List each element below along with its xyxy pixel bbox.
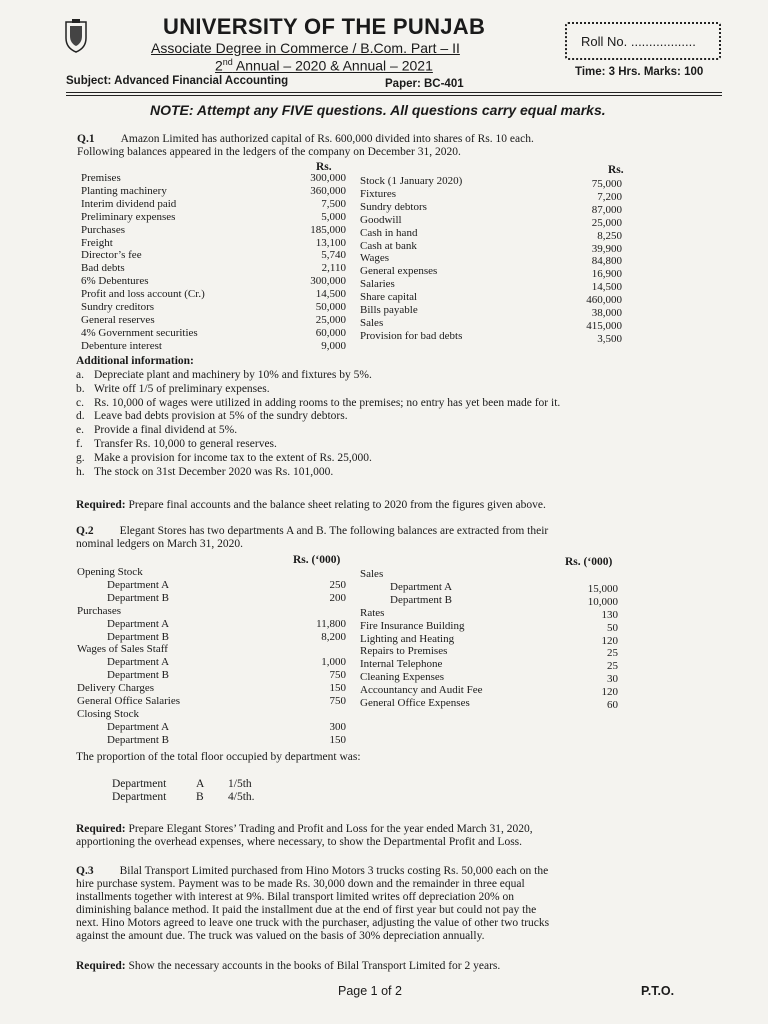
q2-proportion: The proportion of the total floor occupied by department was: bbox=[76, 751, 361, 763]
ledger-item-value: 5,000 bbox=[321, 210, 346, 223]
ledger-item-value: 7,200 bbox=[597, 190, 622, 203]
ledger-item-value: 1,000 bbox=[321, 656, 346, 669]
ledger-item-value: 8,200 bbox=[321, 630, 346, 643]
ledger-item-value: 460,000 bbox=[586, 294, 622, 307]
q1-rs-right: Rs. bbox=[608, 164, 624, 176]
pto-label: P.T.O. bbox=[641, 984, 675, 998]
ledger-item-value bbox=[300, 708, 346, 721]
ledger-item-value: 25 bbox=[607, 647, 618, 660]
q2-number: Q.2 bbox=[76, 525, 94, 537]
ledger-item-label: General expenses bbox=[360, 265, 438, 278]
ledger-item-value: 16,900 bbox=[591, 268, 622, 281]
ledger-item-value: 3,500 bbox=[597, 332, 622, 345]
ledger-item-value: 50,000 bbox=[315, 301, 346, 314]
ledger-item-value: 11,800 bbox=[316, 617, 346, 630]
ledger-item-value: 14,500 bbox=[591, 281, 622, 294]
ledger-item-value: 87,000 bbox=[591, 203, 622, 216]
ledger-item-value bbox=[300, 566, 346, 579]
ledger-item-value: 8,250 bbox=[597, 229, 622, 242]
q1-number: Q.1 bbox=[77, 133, 95, 145]
additional-info-item: b. Write off 1/5 of preliminary expenses. bbox=[76, 382, 270, 395]
ledger-item-value: 185,000 bbox=[310, 223, 346, 236]
ledger-item-label: Profit and loss account (Cr.) bbox=[81, 288, 205, 301]
ledger-item-label: Department B bbox=[107, 733, 170, 746]
ledger-item-value: 300,000 bbox=[310, 172, 346, 184]
ledger-item-label: Freight bbox=[81, 236, 113, 249]
q3-line: diminishing balance method. It paid the installment due at the end of first year but could not pay the bbox=[76, 904, 537, 916]
ledger-item-value: 750 bbox=[329, 695, 346, 708]
q2-intro: Q.2 Elegant Stores has two departments A and B. The following balances are extracted from their nominal ledgers on March 31, 2020. bbox=[76, 525, 549, 550]
ledger-item-value: 360,000 bbox=[310, 184, 346, 197]
q3-required: Required: Show the necessary accounts in the books of Bilal Transport Limited for 2 years. bbox=[76, 960, 501, 972]
ledger-item-label: Fire Insurance Building bbox=[360, 619, 465, 632]
ledger-item-label: Sales bbox=[360, 316, 384, 329]
ledger-item-label: Fixtures bbox=[360, 187, 397, 200]
ledger-item-label: Cash in hand bbox=[360, 226, 418, 239]
ledger-item-label: Cash at bank bbox=[360, 239, 417, 252]
q2-left-labels bbox=[77, 566, 180, 747]
ledger-item-label: Share capital bbox=[360, 291, 418, 304]
ledger-item-label: Rates bbox=[360, 606, 385, 619]
additional-info-item: e. Provide a final dividend at 5%. bbox=[76, 424, 238, 437]
ledger-item-label: Preliminary expenses bbox=[81, 210, 176, 223]
ledger-item-value: 200 bbox=[329, 591, 346, 604]
q3-line: Q.3 Bilal Transport Limited purchased from Hino Motors 3 trucks costing Rs. 50,000 each on the bbox=[76, 865, 549, 877]
ledger-item-label: Department A bbox=[390, 580, 453, 593]
ledger-item-value: 300 bbox=[329, 720, 346, 733]
ledger-item-label: General Office Salaries bbox=[77, 695, 181, 708]
exam-note: NOTE: Attempt any FIVE questions. All questions carry equal marks. bbox=[150, 102, 606, 118]
ledger-item-label: Planting machinery bbox=[81, 184, 167, 197]
ledger-item-label: Accountancy and Audit Fee bbox=[360, 684, 483, 697]
ledger-item-value: 60,000 bbox=[315, 326, 346, 339]
ledger-item-label: Department B bbox=[390, 593, 453, 606]
ledger-item-value: 75,000 bbox=[591, 178, 622, 190]
ledger-item-value: 39,900 bbox=[591, 242, 622, 255]
paper-code: Paper: BC-401 bbox=[385, 78, 464, 90]
ledger-item-value: 15,000 bbox=[587, 582, 618, 595]
ledger-item-label: Stock (1 January 2020) bbox=[360, 175, 463, 187]
ledger-item-value: 120 bbox=[601, 634, 618, 647]
q3-line: installments together with interest at 9%. Bilal transport limited writes off depreciation 20% on bbox=[76, 891, 514, 903]
subject: Subject: Advanced Financial Accounting bbox=[66, 75, 289, 87]
ledger-item-label: Debenture interest bbox=[81, 339, 162, 352]
department-proportion-row: Department B 4/5th. bbox=[112, 791, 255, 803]
q2-rs-left: Rs. (‘000) bbox=[293, 554, 341, 566]
ledger-item-label: Purchases bbox=[77, 604, 121, 617]
additional-info-item: c. Rs. 10,000 of wages were utilized in adding rooms to the premises; no entry has yet been made for it. bbox=[76, 396, 561, 409]
ledger-item-value: 30 bbox=[607, 673, 618, 686]
ledger-item-value bbox=[570, 570, 618, 583]
ledger-item-value: 7,500 bbox=[321, 197, 346, 210]
ledger-item-label: Purchases bbox=[81, 223, 125, 236]
roll-number-box: Roll No. .................. bbox=[565, 22, 721, 60]
ledger-item-value: 25,000 bbox=[591, 216, 622, 229]
q1-left-labels bbox=[81, 172, 205, 353]
ledger-item-value: 750 bbox=[329, 669, 346, 682]
ledger-item-value bbox=[300, 643, 346, 656]
additional-info-item: a. Depreciate plant and machinery by 10% and fixtures by 5%. bbox=[76, 369, 372, 381]
exam-session: 2nd Annual – 2020 & Annual – 2021 bbox=[215, 57, 433, 74]
time-marks: Time: 3 Hrs. Marks: 100 bbox=[575, 66, 704, 78]
divider bbox=[66, 92, 722, 93]
additional-info-item: f. Transfer Rs. 10,000 to general reserves. bbox=[76, 437, 277, 450]
q1-right-values bbox=[570, 178, 622, 346]
ledger-item-value: 60 bbox=[607, 699, 618, 712]
q2-rs-right: Rs. (‘000) bbox=[565, 556, 613, 568]
q2-department-table bbox=[112, 778, 288, 804]
additional-info-item: h. The stock on 31st December 2020 was Rs. 101,000. bbox=[76, 465, 334, 478]
ledger-item-label: Department B bbox=[107, 591, 170, 604]
ledger-item-label: General Office Expenses bbox=[360, 697, 470, 710]
ledger-item-value: 25 bbox=[607, 660, 618, 673]
ledger-item-value: 415,000 bbox=[586, 319, 622, 332]
q2-right-labels bbox=[360, 568, 483, 710]
q1-left-values bbox=[290, 172, 346, 353]
ledger-item-value: 2,110 bbox=[321, 262, 346, 275]
ledger-item-label: Internal Telephone bbox=[360, 658, 443, 671]
ledger-item-value: 13,100 bbox=[315, 236, 346, 249]
q2-right-values bbox=[570, 570, 618, 712]
divider bbox=[66, 95, 722, 96]
ledger-item-label: 6% Debentures bbox=[81, 275, 149, 288]
q3-body bbox=[76, 865, 716, 943]
department-proportion-row: Department A 1/5th bbox=[112, 778, 252, 790]
ledger-item-label: Delivery Charges bbox=[77, 682, 155, 695]
q1-rs-left: Rs. bbox=[316, 161, 332, 173]
ledger-item-label: Sales bbox=[360, 568, 384, 580]
ledger-item-label: Bills payable bbox=[360, 304, 418, 317]
university-title: UNIVERSITY OF THE PUNJAB bbox=[163, 14, 486, 39]
ledger-item-value: 5,740 bbox=[321, 249, 346, 262]
ledger-item-value: 50 bbox=[607, 621, 618, 634]
ledger-item-value: 84,800 bbox=[591, 255, 622, 268]
ledger-item-label: Salaries bbox=[360, 278, 395, 291]
ledger-item-label: General reserves bbox=[81, 313, 155, 326]
q1-additional-title: Additional information: bbox=[76, 355, 194, 367]
ledger-item-label: Department A bbox=[107, 617, 170, 630]
q2-left-values bbox=[300, 566, 346, 747]
q1-intro: Q.1 Amazon Limited has authorized capital of Rs. 600,000 divided into shares of Rs. 10 each. Following balances appeared in the ledgers of the company on December 31, 2020. bbox=[77, 133, 534, 158]
university-crest-icon bbox=[62, 18, 90, 54]
ledger-item-value: 300,000 bbox=[310, 275, 346, 288]
ledger-item-value: 250 bbox=[329, 578, 346, 591]
q2-required: Required: Prepare Elegant Stores’ Trading and Profit and Loss for the year ended March 31, 2020, apportioning the overhead expenses, where necessary, to show the Departmental Profit and Loss. bbox=[76, 823, 533, 848]
ledger-item-value: 130 bbox=[601, 608, 618, 621]
additional-info-item: d. Leave bad debts provision at 5% of the sundry debtors. bbox=[76, 410, 348, 423]
ledger-item-value: 150 bbox=[329, 682, 346, 695]
ledger-item-label: Sundry creditors bbox=[81, 301, 155, 314]
q1-right-labels bbox=[360, 175, 462, 343]
ledger-item-label: Wages bbox=[360, 252, 390, 265]
q3-line: hire purchase system. Payment was to be made Rs. 30,000 down and the remainder in three equal bbox=[76, 878, 525, 890]
ledger-item-value: 9,000 bbox=[321, 339, 346, 352]
ledger-item-label: Sundry debtors bbox=[360, 200, 427, 213]
ledger-item-label: 4% Government securities bbox=[81, 326, 198, 339]
ledger-item-label: Interim dividend paid bbox=[81, 197, 177, 210]
q3-line: next. Hino Motors agreed to leave one truck with the purchaser, adjusting the value of other two trucks bbox=[76, 917, 550, 929]
q1-additional-list bbox=[76, 369, 560, 479]
ledger-item-label: Bad debts bbox=[81, 262, 125, 275]
ledger-item-label: Department A bbox=[107, 578, 170, 591]
ledger-item-label: Premises bbox=[81, 172, 121, 184]
ledger-item-label: Department A bbox=[107, 720, 170, 733]
additional-info-item: g. Make a provision for income tax to the extent of Rs. 25,000. bbox=[76, 451, 372, 464]
ledger-item-value: 25,000 bbox=[315, 313, 346, 326]
ledger-item-label: Director’s fee bbox=[81, 249, 142, 262]
ledger-item-label: Repairs to Premises bbox=[360, 645, 448, 658]
ledger-item-label: Lighting and Heating bbox=[360, 632, 455, 645]
ledger-item-label: Cleaning Expenses bbox=[360, 671, 445, 684]
ledger-item-label: Department B bbox=[107, 630, 170, 643]
ledger-item-value: 14,500 bbox=[315, 288, 346, 301]
degree-line: Associate Degree in Commerce / B.Com. Part – II bbox=[151, 40, 460, 56]
ledger-item-label: Closing Stock bbox=[77, 707, 140, 720]
page-number: Page 1 of 2 bbox=[338, 984, 402, 998]
ledger-item-value bbox=[300, 605, 346, 618]
ledger-item-value: 38,000 bbox=[591, 307, 622, 320]
ledger-item-value: 150 bbox=[329, 733, 346, 746]
ledger-item-label: Goodwill bbox=[360, 213, 402, 226]
ledger-item-label: Provision for bad debts bbox=[360, 329, 463, 342]
q3-line: against the amount due. The truck was valued on the basis of 30% depreciation annually. bbox=[76, 930, 485, 942]
ledger-item-label: Wages of Sales Staff bbox=[77, 643, 168, 656]
ledger-item-label: Opening Stock bbox=[77, 566, 143, 578]
ledger-item-label: Department B bbox=[107, 669, 170, 682]
ledger-item-label: Department A bbox=[107, 656, 170, 669]
q1-required: Required: Prepare final accounts and the balance sheet relating to 2020 from the figures given above. bbox=[76, 499, 546, 511]
ledger-item-value: 10,000 bbox=[587, 595, 618, 608]
ledger-item-value: 120 bbox=[601, 686, 618, 699]
